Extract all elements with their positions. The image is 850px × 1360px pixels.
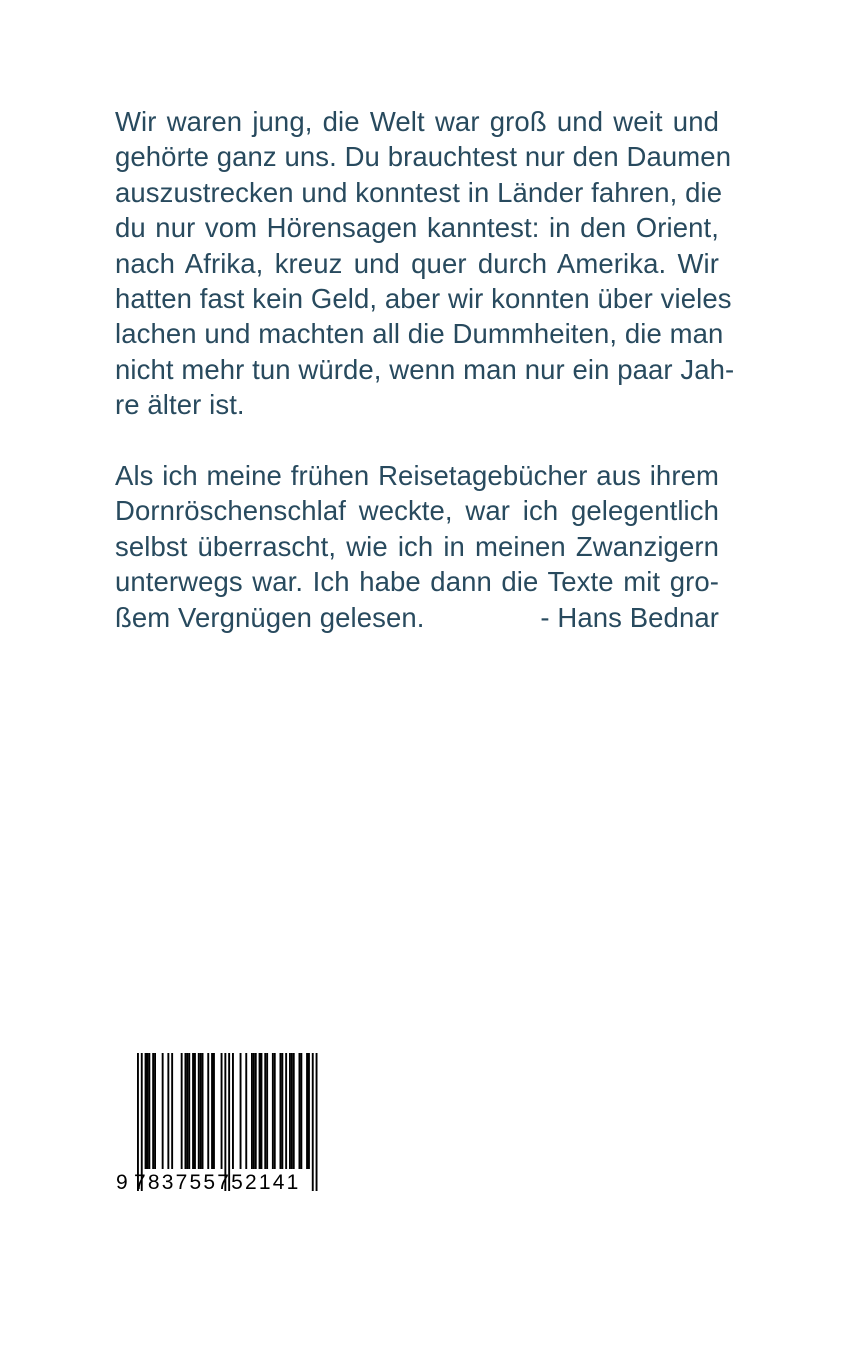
barcode-bar (280, 1053, 282, 1169)
barcode-bar (186, 1053, 188, 1169)
paragraph-line: hatten fast kein Geld, aber wir konnten über vieles (115, 282, 732, 314)
paragraph-line: auszustrecken und konntest in Länder fahren, die (115, 176, 723, 208)
barcode-bar (316, 1053, 318, 1191)
barcode-bar (192, 1053, 194, 1169)
blurb-paragraph-1 (115, 104, 735, 423)
author-signature: - Hans Bednar (540, 601, 719, 633)
barcode-bar (293, 1053, 295, 1169)
barcode-bar (289, 1053, 291, 1169)
paragraph-line: nicht mehr tun würde, wenn man nur ein paar Jah- (115, 353, 735, 385)
blurb-paragraph-2 (115, 458, 719, 635)
paragraph-line: lachen und machten all die Dummheiten, die man (115, 318, 724, 350)
barcode-bar (308, 1053, 310, 1169)
barcode-bar (274, 1053, 276, 1169)
barcode-bar (251, 1053, 253, 1169)
barcode-bar (232, 1053, 234, 1169)
barcode-bar (264, 1053, 266, 1169)
barcode-bar (194, 1053, 196, 1169)
barcode-bar (167, 1053, 169, 1169)
paragraph-line: Wir waren jung, die Welt war groß und weit und (115, 106, 719, 137)
barcode-bar (181, 1053, 183, 1169)
barcode-bar (200, 1053, 202, 1169)
barcode-bar (291, 1053, 293, 1169)
barcode-bar (154, 1053, 156, 1169)
barcode-bar (147, 1053, 149, 1169)
barcode-bar (207, 1053, 209, 1169)
barcode-first-digit: 9 (116, 1171, 130, 1194)
paragraph-line: nach Afrika, kreuz und quer durch Amerika. Wir (115, 247, 719, 279)
barcode-bar (266, 1053, 268, 1169)
barcode-bar (213, 1053, 215, 1169)
barcode-bar (300, 1053, 302, 1169)
paragraph-line: ßem Vergnügen gelesen. (115, 601, 425, 633)
paragraph-line: gehörte ganz uns. Du brauchtest nur den Daumen (115, 141, 732, 173)
barcode-digits: 783755752141 (134, 1171, 301, 1194)
barcode-bar (259, 1053, 261, 1169)
barcode-bar (285, 1053, 287, 1169)
barcode-bar (312, 1053, 314, 1191)
barcode-bar (306, 1053, 308, 1169)
barcode-bar (152, 1053, 154, 1169)
paragraph-line: Dornröschenschlaf weckte, war ich gelegentlich (115, 495, 719, 527)
paragraph-line: selbst überrascht, wie ich in meinen Zwanzigern (115, 530, 719, 562)
barcode-bar (202, 1053, 204, 1169)
paragraph-line: re älter ist. (115, 389, 245, 421)
barcode-bar (240, 1053, 242, 1169)
barcode-bar (185, 1053, 187, 1169)
barcode-bar (198, 1053, 200, 1169)
barcode-bar (221, 1053, 223, 1169)
barcode-bar (255, 1053, 257, 1169)
barcode-bar (261, 1053, 263, 1169)
barcode-bar (145, 1053, 147, 1169)
barcode-bar (245, 1053, 247, 1169)
paragraph-line: unterwegs war. Ich habe dann die Texte mit gro- (115, 566, 719, 598)
barcode-bar (253, 1053, 255, 1169)
barcode-bar (188, 1053, 190, 1169)
barcode-bar (281, 1053, 283, 1169)
paragraph-line: du nur vom Hörensagen kanntest: in den Orient, (115, 212, 719, 244)
barcode-bar (171, 1053, 173, 1169)
barcode-bar (148, 1053, 150, 1169)
closing-line (115, 600, 719, 635)
barcode-bar (211, 1053, 213, 1169)
barcode-bar (299, 1053, 301, 1169)
paragraph-line: Als ich meine frühen Reisetagebücher aus ihrem (115, 460, 719, 491)
barcode-bar (162, 1053, 164, 1169)
barcode-bar (272, 1053, 274, 1169)
